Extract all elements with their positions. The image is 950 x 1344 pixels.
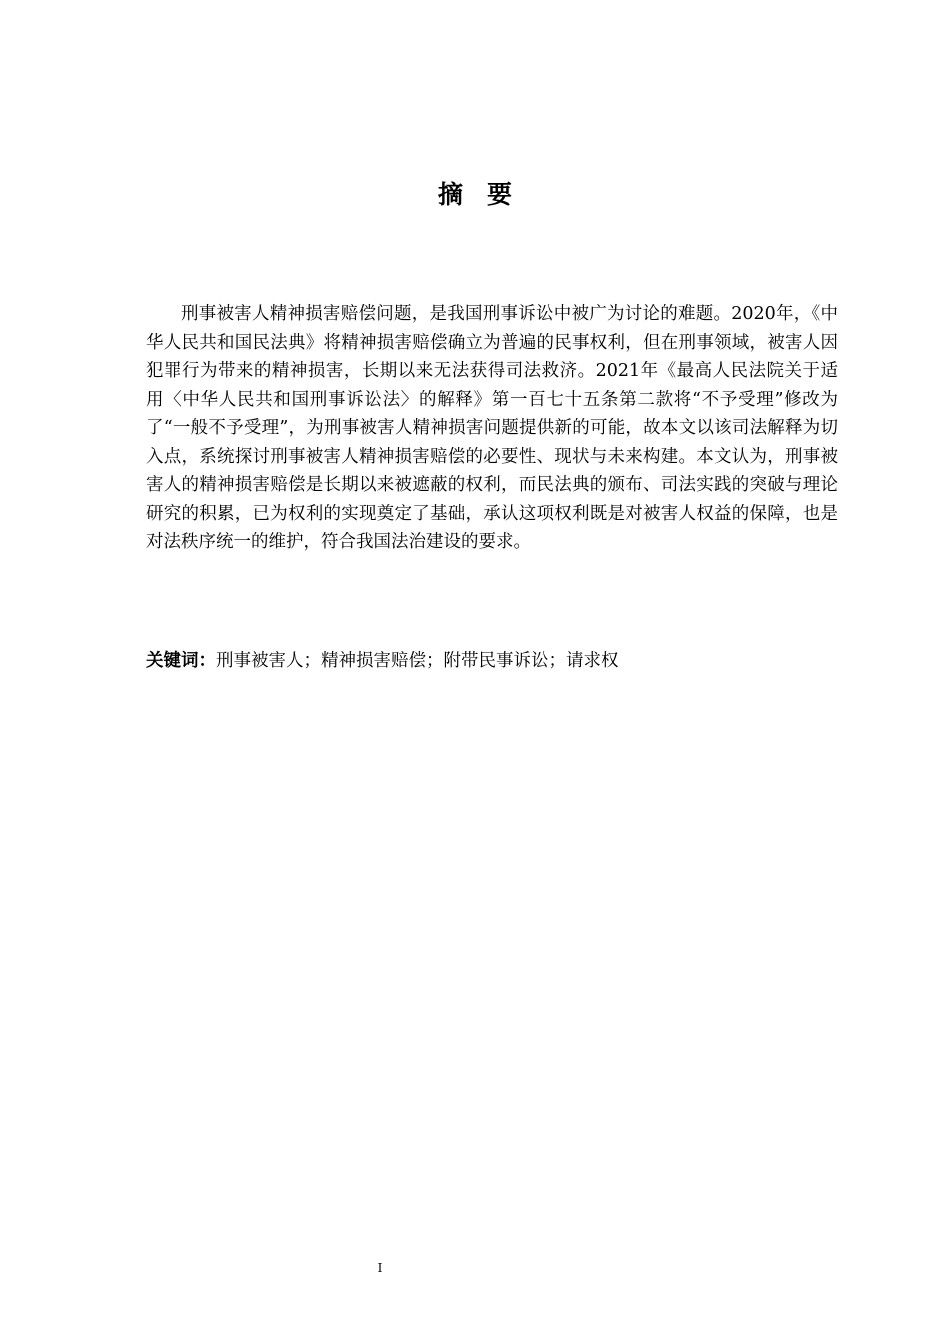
page-number: I (377, 1261, 383, 1275)
keywords-line (146, 647, 838, 675)
keywords-text: 刑事被害人；精神损害赔偿；附带民事诉讼；请求权 (216, 651, 619, 671)
keywords-label: 关键词： (146, 651, 216, 671)
abstract-title: 摘要 (437, 180, 536, 209)
abstract-body: 刑事被害人精神损害赔偿问题，是我国刑事诉讼中被广为讨论的难题。2020年，《中华人民共和国民法典》将精神损害赔偿确立为普遍的民事权利，但在刑事领域，被害人因犯罪行为带来的精神损害，长期以来无法获得司法救济。2021年《最高人民法院关于适用〈中华人民共和国刑事诉讼法〉的解释》第一百七十五条第二款将“不予受理”修改为了“一般不予受理”，为刑事被害人精神损害问题提供新的可能，故本文以该司法解释为切入点，系统探讨刑事被害人精神损害赔偿的必要性、现状与未来构建。本文认为，刑事被害人的精神损害赔偿是长期以来被遮蔽的权利，而民法典的颁布、司法实践的突破与理论研究的积累，已为权利的实现奠定了基础，承认这项权利既是对被害人权益的保障，也是对法秩序统一的维护，符合我国法治建设的要求。 (146, 304, 838, 552)
